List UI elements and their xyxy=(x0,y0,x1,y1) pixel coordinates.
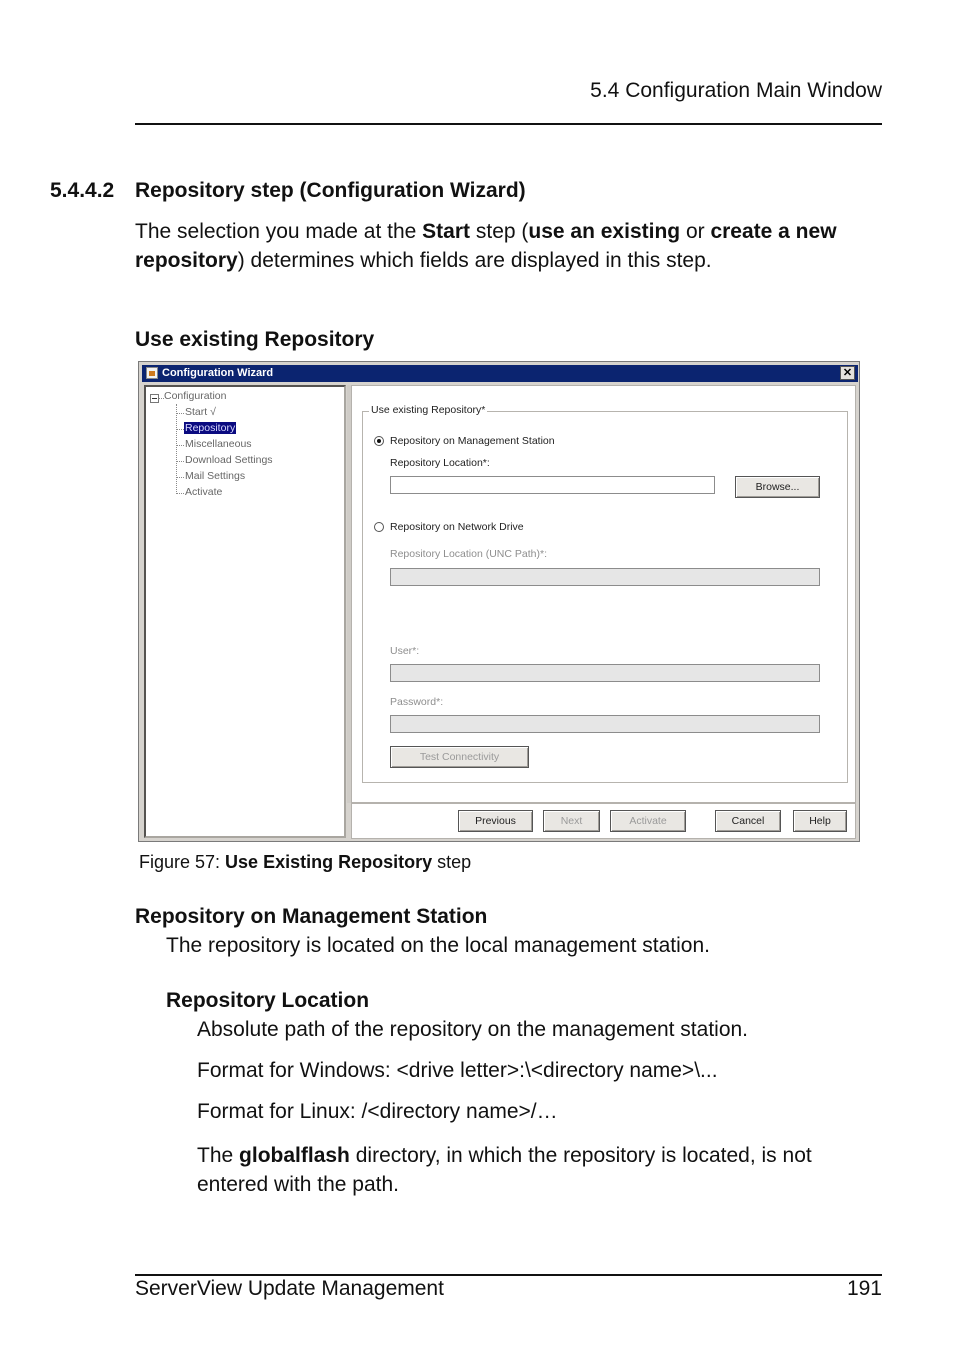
subheading: Use existing Repository xyxy=(135,328,375,351)
configuration-wizard-dialog xyxy=(138,361,860,842)
tree-item-start[interactable]: Start √ xyxy=(185,406,216,418)
user-input[interactable] xyxy=(390,664,820,682)
tree-item-mail-settings[interactable]: Mail Settings xyxy=(185,470,246,482)
repository-panel xyxy=(351,385,856,803)
section-title: Repository step (Configuration Wizard) xyxy=(135,179,526,202)
footer-rule xyxy=(135,1274,882,1276)
header-rule xyxy=(135,123,882,125)
text-management-station: The repository is located on the local management station. xyxy=(166,934,710,957)
tree-item-repository[interactable]: Repository xyxy=(185,422,236,434)
navigation-tree xyxy=(144,385,346,838)
footer-page-number: 191 xyxy=(846,1277,882,1300)
radio-management-station[interactable] xyxy=(374,436,384,446)
tree-item-activate[interactable]: Activate xyxy=(185,486,223,498)
text-format-linux: Format for Linux: /<directory name>/… xyxy=(197,1100,558,1123)
repository-location-input[interactable] xyxy=(390,476,715,494)
dialog-button-bar xyxy=(351,803,856,839)
heading-repository-location: Repository Location xyxy=(166,989,370,1012)
intro-paragraph: The selection you made at the Start step (use an existing or create a new repository) determines which fields are displayed in this step. xyxy=(135,220,837,272)
text-location-desc: Absolute path of the repository on the management station. xyxy=(197,1018,749,1041)
footer-product: ServerView Update Management xyxy=(135,1277,444,1300)
radio-network-drive[interactable] xyxy=(374,522,384,532)
unc-path-label: Repository Location (UNC Path)*: xyxy=(390,548,547,560)
repository-location-label: Repository Location*: xyxy=(390,457,490,469)
tree-item-miscellaneous[interactable]: Miscellaneous xyxy=(185,438,252,450)
text-format-windows: Format for Windows: <drive letter>:\<directory name>\... xyxy=(197,1059,718,1082)
use-existing-repository-group xyxy=(362,404,848,783)
unc-path-input[interactable] xyxy=(390,568,820,586)
next-button[interactable]: Next xyxy=(543,810,600,832)
test-connectivity-button[interactable]: Test Connectivity xyxy=(390,746,529,768)
dialog-titlebar xyxy=(142,365,858,382)
figure-caption: Figure 57: Use Existing Repository step xyxy=(139,852,472,872)
text-globalflash-note: The globalflash directory, in which the repository is located, is not entered with the path. xyxy=(197,1144,812,1196)
user-label: User*: xyxy=(390,645,420,657)
previous-button[interactable]: Previous xyxy=(458,810,533,832)
heading-repository-management-station: Repository on Management Station xyxy=(135,905,488,928)
java-app-icon xyxy=(146,367,158,379)
tree-root-configuration[interactable]: Configuration xyxy=(164,390,227,402)
option-management-station-label[interactable]: Repository on Management Station xyxy=(390,435,555,447)
password-input[interactable] xyxy=(390,715,820,733)
section-number: 5.4.4.2 xyxy=(50,179,115,202)
collapse-icon[interactable] xyxy=(150,394,159,403)
browse-button[interactable]: Browse... xyxy=(735,476,820,498)
running-header: 5.4 Configuration Main Window xyxy=(590,79,882,102)
option-network-drive-label[interactable]: Repository on Network Drive xyxy=(390,521,524,533)
help-button[interactable]: Help xyxy=(793,810,847,832)
tree-item-download-settings[interactable]: Download Settings xyxy=(185,454,273,466)
dialog-title: Configuration Wizard xyxy=(162,367,274,379)
activate-button[interactable]: Activate xyxy=(610,810,686,832)
group-title: Use existing Repository* xyxy=(371,404,486,416)
cancel-button[interactable]: Cancel xyxy=(715,810,781,832)
password-label: Password*: xyxy=(390,696,444,708)
close-icon[interactable]: ✕ xyxy=(840,366,855,380)
